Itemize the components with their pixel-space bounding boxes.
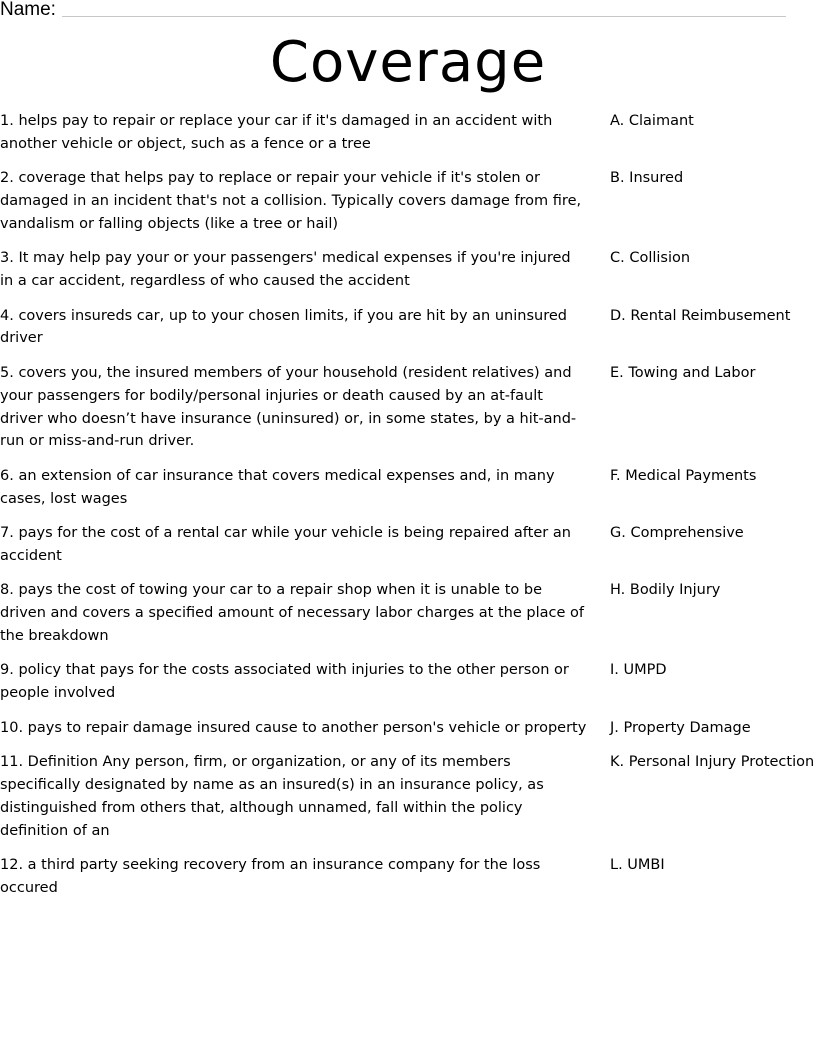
clue-6: 6. an extension of car insurance that covers medical expenses and, in many cases, lost wages [0, 467, 555, 507]
matching-row-11 [0, 751, 816, 842]
clue-8: 8. pays the cost of towing your car to a repair shop when it is unable to be driven and covers a specified amount of necessary labor charges at the place of the breakdown [0, 582, 584, 644]
clue-3: 3. It may help pay your or your passengers' medical expenses if you're injured in a car accident, regardless of who caused the accident [0, 250, 571, 290]
matching-row-12 [0, 854, 816, 900]
page-title: Coverage [269, 30, 547, 95]
clue-2: 2. coverage that helps pay to replace or repair your vehicle if it's stolen or damaged in an incident that's not a collision. Typically covers damage from fire, vandalism or falling objects (like a tree or hail) [0, 170, 582, 232]
clue-5: 5. covers you, the insured members of your household (resident relatives) and your passengers for bodily/personal injuries or death caused by an at-fault driver who doesn’t have insurance (uninsured) or, in some states, by a hit-and-run or miss-and-run driver. [0, 364, 577, 450]
answer-i: I. UMPD [610, 662, 667, 679]
answer-l: L. UMBI [610, 857, 665, 874]
matching-row-5 [0, 362, 816, 453]
answer-h: H. Bodily Injury [610, 582, 721, 599]
matching-row-8 [0, 579, 816, 647]
clue-12: 12. a third party seeking recovery from an insurance company for the loss occured [0, 857, 541, 896]
clue-7: 7. pays for the cost of a rental car while your vehicle is being repaired after an accident [0, 525, 571, 564]
answer-k: K. Personal Injury Protection [610, 754, 815, 771]
name-label: Name: [0, 0, 56, 20]
matching-list [0, 110, 816, 911]
answer-f: F. Medical Payments [610, 467, 757, 484]
matching-row-7 [0, 522, 816, 568]
name-write-line[interactable] [62, 16, 786, 17]
matching-row-3 [0, 247, 816, 293]
answer-d: D. Rental Reimbusement [610, 307, 791, 324]
clue-4: 4. covers insureds car, up to your chosen limits, if you are hit by an uninsured driver [0, 307, 567, 347]
matching-row-2 [0, 167, 816, 235]
matching-row-10 [0, 717, 816, 740]
clue-10: 10. pays to repair damage insured cause to another person's vehicle or property [0, 719, 587, 736]
answer-g: G. Comprehensive [610, 525, 744, 542]
matching-row-4 [0, 305, 816, 351]
matching-row-6 [0, 465, 816, 511]
name-field-row [0, 0, 790, 22]
answer-j: J. Property Damage [610, 719, 751, 736]
answer-c: C. Collision [610, 250, 691, 267]
clue-9: 9. policy that pays for the costs associated with injuries to the other person or people involved [0, 662, 569, 702]
matching-row-1 [0, 110, 816, 156]
clue-11: 11. Definition Any person, firm, or organization, or any of its members specifically designated by name as an insured(s) in an insurance policy, as distinguished from others that, although unnamed, fall within the policy definition of an [0, 754, 544, 839]
answer-a: A. Claimant [610, 113, 694, 129]
answer-b: B. Insured [610, 170, 684, 187]
clue-1: 1. helps pay to repair or replace your car if it's damaged in an accident with another vehicle or object, such as a fence or a tree [0, 113, 553, 152]
answer-e: E. Towing and Labor [610, 364, 756, 381]
matching-row-9 [0, 659, 816, 705]
